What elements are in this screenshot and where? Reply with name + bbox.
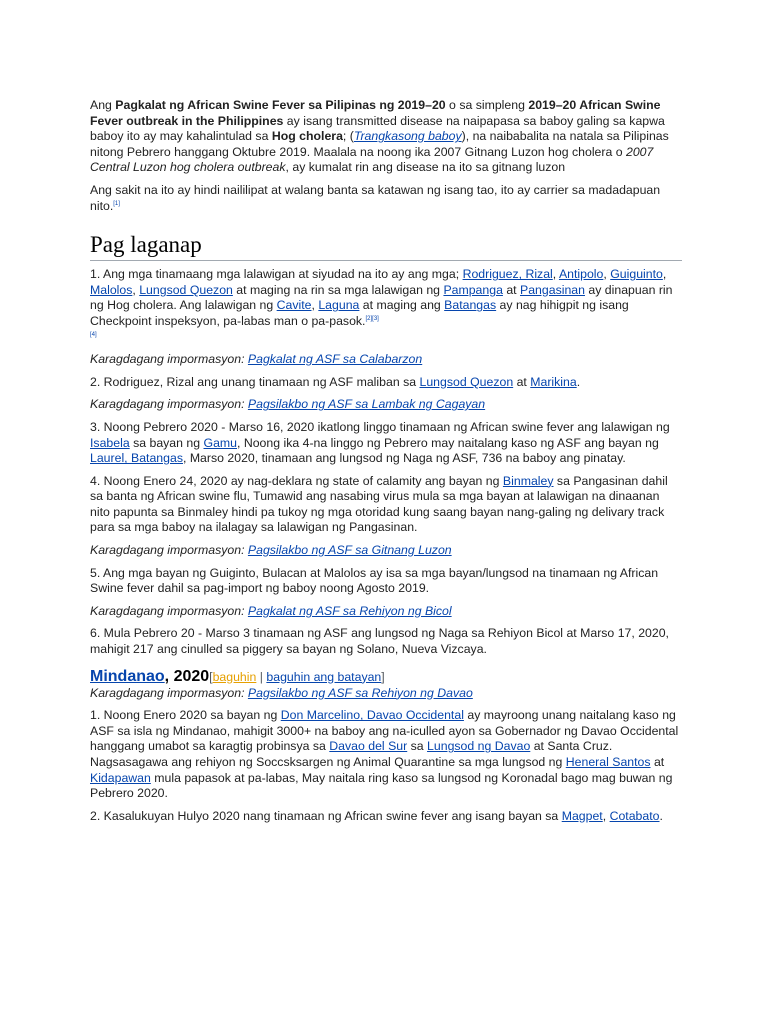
text: , xyxy=(552,267,559,282)
text: at xyxy=(502,282,521,297)
section-heading-mindanao xyxy=(90,668,682,686)
text: at xyxy=(513,374,531,389)
more-info-cagayan xyxy=(90,397,682,413)
text: ay dinapuan rin ng Hog cholera. Ang lalawigan ng xyxy=(90,282,673,313)
list-item-6 xyxy=(90,626,682,657)
link-davao-del-sur[interactable]: Davao del Sur xyxy=(329,739,408,754)
reference-link[interactable]: [2][3] xyxy=(365,315,379,322)
list-item-mindanao-2 xyxy=(90,809,682,825)
more-info-label: Karagdagang impormasyon: xyxy=(90,397,248,412)
reference-link[interactable]: [1] xyxy=(113,200,120,207)
more-info-label: Karagdagang impormasyon: xyxy=(90,603,248,618)
link-rodriguez-rizal[interactable]: Rodriguez, Rizal xyxy=(462,267,553,282)
link-don-marcelino[interactable]: Don Marcelino, Davao Occidental xyxy=(280,708,464,723)
text: 4. Noong Enero 24, 2020 ay nag-deklara ng state of calamity ang bayan ng xyxy=(90,473,503,488)
list-item-2 xyxy=(90,375,682,391)
more-info-calabarzon xyxy=(90,352,682,368)
link-asf-gitnang-luzon[interactable]: Pagsilakbo ng ASF sa Gitnang Luzon xyxy=(247,543,452,558)
text: ay isang transmitted disease na naipapasa sa baboy galing sa kapwa baboy ito ay may kahalintulad sa xyxy=(90,113,665,144)
bold-title-english: 2019–20 African Swine Fever outbreak in the Philippines xyxy=(90,98,661,128)
link-heneral-santos[interactable]: Heneral Santos xyxy=(565,755,651,769)
text: 2. Rodriguez, Rizal ang unang tinamaan ng ASF maliban sa xyxy=(90,374,420,389)
link-laguna[interactable]: Laguna xyxy=(318,298,360,313)
link-asf-bicol[interactable]: Pagkalat ng ASF sa Rehiyon ng Bicol xyxy=(247,603,452,618)
link-baguhin-ang-batayan[interactable]: baguhin ang batayan xyxy=(266,669,382,684)
text: ay nag hihigpit ng isang Checkpoint inspeksyon, pa-labas man o pa-pasok. xyxy=(90,298,629,328)
edit-section-links xyxy=(209,670,385,684)
text: 1. Noong Enero 2020 sa bayan ng xyxy=(90,708,281,723)
list-item-mindanao-1 xyxy=(90,708,682,802)
link-laurel-batangas[interactable]: Laurel, Batangas xyxy=(90,451,183,466)
text: 2. Kasalukuyan Hulyo 2020 nang tinamaan ng African swine fever ang isang bayan sa xyxy=(90,808,562,823)
separator: | xyxy=(256,669,267,684)
heading-year: , 2020 xyxy=(164,667,210,685)
link-baguhin[interactable]: baguhin xyxy=(212,669,257,684)
link-antipolo[interactable]: Antipolo xyxy=(558,267,604,282)
text: , xyxy=(132,282,140,297)
more-info-davao xyxy=(90,686,682,702)
link-cavite[interactable]: Cavite xyxy=(276,298,312,313)
list-item-5 xyxy=(90,566,682,597)
link-asf-cagayan[interactable]: Pagsilakbo ng ASF sa Lambak ng Cagayan xyxy=(247,397,486,412)
more-info-label: Karagdagang impormasyon: xyxy=(90,543,248,558)
list-item-4 xyxy=(90,474,682,536)
link-binmaley[interactable]: Binmaley xyxy=(502,473,554,488)
intro-paragraph-2 xyxy=(90,183,682,214)
link-trangkasong-baboy[interactable]: Trangkasong baboy xyxy=(353,129,462,144)
text: . xyxy=(659,808,663,823)
bracket: [ xyxy=(209,669,213,684)
bold-title: Pagkalat ng African Swine Fever sa Pilipinas ng 2019–20 xyxy=(115,98,446,112)
reference-link[interactable]: [4] xyxy=(90,331,97,338)
text: 5. Ang mga bayan ng Guiginto, Bulacan at Malolos ay isa sa mga bayan/lungsod na tinamaan ng African Swine fever dahil sa pag-import ng baboy noong Agosto 2019. xyxy=(90,565,659,596)
link-pampanga[interactable]: Pampanga xyxy=(443,282,503,297)
link-batangas[interactable]: Batangas xyxy=(444,298,497,313)
text: 3. Noong Pebrero 2020 - Marso 16, 2020 ikatlong linggo tinamaan ng African swine fever ang lalawigan ng xyxy=(90,419,670,434)
text: at maging na rin sa mga lalawigan ng xyxy=(232,282,444,297)
text: , Marso 2020, tinamaan ang lungsod ng Naga ng ASF, 736 na baboy ang pinatay. xyxy=(182,451,626,466)
link-guiguinto[interactable]: Guiguinto xyxy=(610,267,663,282)
text: sa bayan ng xyxy=(129,435,204,450)
text: , Noong ika 4-na linggo ng Pebrero may naitalang kaso ng ASF ang bayan ng xyxy=(237,435,659,450)
more-info-label: Karagdagang impormasyon: xyxy=(90,685,248,700)
more-info-label: Karagdagang impormasyon: xyxy=(90,352,248,367)
more-info-gitnang-luzon xyxy=(90,543,682,559)
italic-outbreak-name: 2007 Central Luzon hog cholera outbreak xyxy=(90,144,654,175)
text: Ang xyxy=(90,98,116,112)
link-lungsod-quezon[interactable]: Lungsod Quezon xyxy=(419,374,514,389)
text: at maging ang xyxy=(359,298,445,313)
bracket: ] xyxy=(381,669,385,684)
list-item-3 xyxy=(90,420,682,467)
text: ), na naibabalita na natala sa Pilipinas nitong Pebrero hanggang Oktubre 2019. Maalala na noong ika 2007 Gitnang Luzon hog cholera o xyxy=(90,129,669,159)
link-malolos[interactable]: Malolos xyxy=(90,282,133,297)
bold-hog-cholera: Hog cholera xyxy=(271,129,343,144)
text: Ang sakit na ito ay hindi naililipat at walang banta sa katawan ng isang tao, ito ay carrier sa madadapuan nito. xyxy=(90,182,661,213)
link-cotabato[interactable]: Cotabato xyxy=(609,808,660,823)
article-content xyxy=(90,98,682,831)
link-pangasinan[interactable]: Pangasinan xyxy=(520,282,585,297)
text: , xyxy=(603,267,611,282)
link-magpet[interactable]: Magpet xyxy=(561,808,603,823)
text: sa xyxy=(407,739,428,754)
text: o sa simpleng xyxy=(445,98,529,112)
text: 6. Mula Pebrero 20 - Marso 3 tinamaan ng ASF ang lungsod ng Naga sa Rehiyon Bicol at Marso 17, 2020, mahigit 217 ang cinulled sa piggery sa bayan ng Solano, Nueva Vizcaya. xyxy=(90,626,669,657)
link-asf-calabarzon[interactable]: Pagkalat ng ASF sa Calabarzon xyxy=(247,352,423,367)
text: , xyxy=(662,267,667,282)
list-item-1 xyxy=(90,267,682,345)
link-kidapawan[interactable]: Kidapawan xyxy=(90,770,151,785)
text: at xyxy=(650,755,665,769)
text: , ay kumalat rin ang disease na ito sa gitnang luzon xyxy=(285,160,566,175)
link-gamu[interactable]: Gamu xyxy=(203,435,237,450)
section-heading-pag-laganap: Pag laganap xyxy=(90,232,682,261)
text: mula papasok at pa-labas, May naitala ring kaso sa lungsod ng Koronadal bago mag buwan ng Pebrero 2020. xyxy=(90,770,673,801)
link-marikina[interactable]: Marikina xyxy=(530,374,577,389)
link-lungsod-ng-davao[interactable]: Lungsod ng Davao xyxy=(427,739,531,754)
text: . xyxy=(576,374,581,389)
link-mindanao[interactable]: Mindanao xyxy=(90,667,165,685)
text: sa Pangasinan dahil sa banta ng African swine flu, Tumawid ang nasabing virus mula sa mga bayan at lalawigan na dinaanan nito papunta sa Binmaley hindi pa tukoy ng mga otoridad kung saang bayan nang-galing ng delivary track para sa mga baboy na ilalagay sa lalawigan ng Pangasinan. xyxy=(90,473,668,535)
text: , xyxy=(602,808,610,823)
text: at Santa Cruz. Nagsasagawa ang rehiyon ng Soccsksargen ng Animal Quarantine sa mga lungsod ng xyxy=(90,739,613,769)
link-isabela[interactable]: Isabela xyxy=(90,435,130,450)
text: , xyxy=(311,298,319,313)
intro-paragraph-1 xyxy=(90,98,682,176)
link-lungsod-quezon[interactable]: Lungsod Quezon xyxy=(139,282,233,297)
more-info-bicol xyxy=(90,604,682,620)
text: ; ( xyxy=(342,129,354,144)
link-asf-davao[interactable]: Pagsilakbo ng ASF sa Rehiyon ng Davao xyxy=(247,685,473,700)
text: ay mayroong unang naitalang kaso ng ASF sa isla ng Mindanao, mahigit 3000+ na baboy ang na-iculled ayon sa Gobernador ng Davao Occidental hanggang umabot sa karagtig probinsya sa xyxy=(90,708,679,754)
text: 1. Ang mga tinamaang mga lalawigan at siyudad na ito ay ang mga; xyxy=(90,267,463,282)
